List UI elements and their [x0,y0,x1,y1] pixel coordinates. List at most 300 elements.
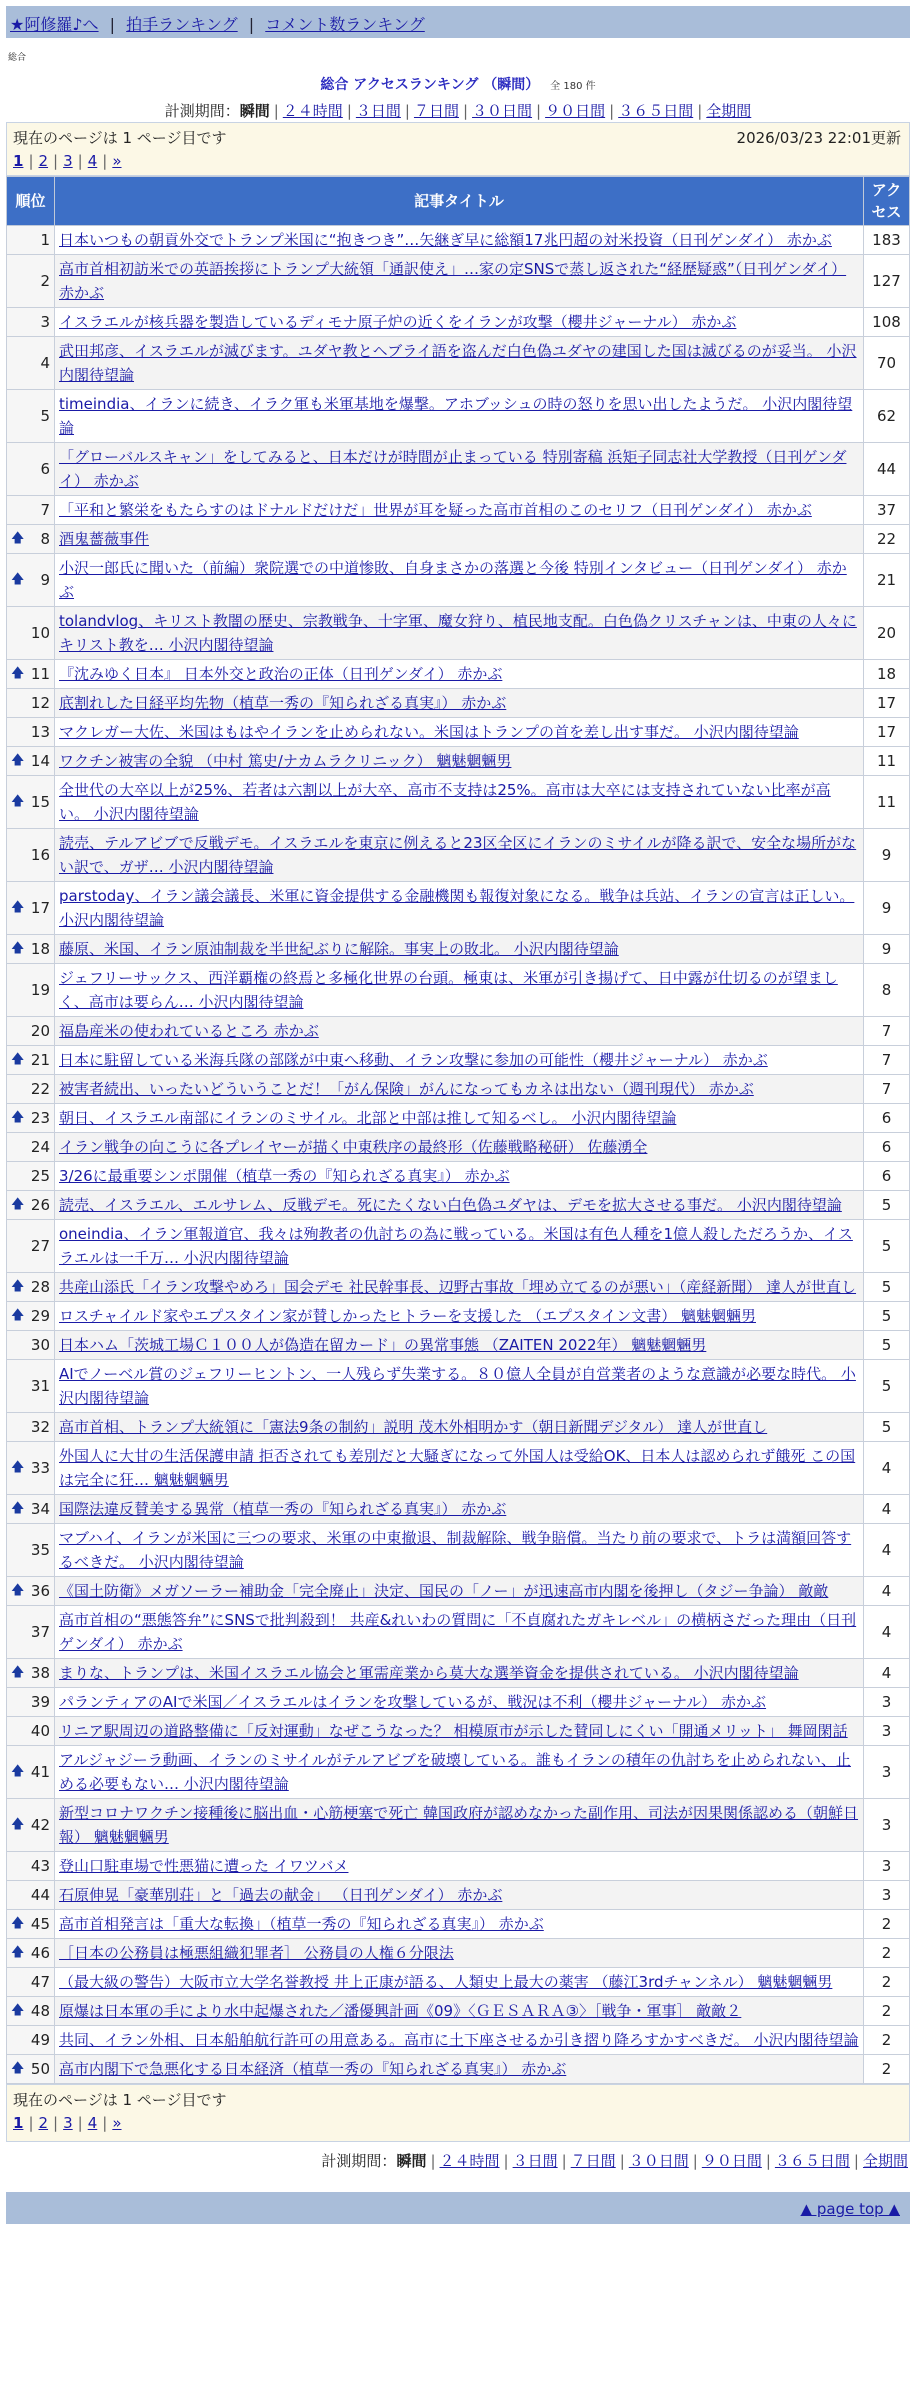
article-title-link[interactable]: 底割れした日経平均先物（植草一秀の『知られざる真実』） 赤かぶ [59,694,507,712]
period-separator: | [536,102,542,120]
article-title-link[interactable]: 読売、テルアビブで反戦デモ。イスラエルを東京に例えると23区全区にイランのミサイルが降る訳で、安全な場所がない訳で、ガザ… 小沢内閣待望論 [59,834,857,876]
article-title-link[interactable]: 福島産米の使われているところ 赤かぶ [59,1022,319,1040]
pager-separator: | [53,2114,59,2132]
nav-separator: | [109,15,116,34]
current-page-text: 現在のページは 1 ページ目です [13,2091,227,2109]
access-count: 9 [864,829,910,882]
top-period-link[interactable]: ７日間 [413,102,459,120]
category-label: 総合 [8,53,27,63]
rank-number: 4 [40,354,50,372]
access-count: 3 [864,1717,910,1746]
table-row [7,747,910,776]
top-period-link[interactable]: ３６５日間 [618,102,694,120]
title-cell [55,747,864,776]
period-separator: | [273,102,279,120]
top-page-link[interactable]: 2 [38,152,49,170]
title-cell [55,1939,864,1968]
top-nav-bar [6,6,910,38]
rank-number: 36 [30,1582,50,1600]
title-cell [55,1331,864,1360]
title-cell [55,1799,864,1852]
article-title-link[interactable]: 「グローバルスキャン」をしてみると、日本だけが時間が止まっている 特別寄稿 浜矩子同志社大学教授（日刊ゲンダイ） 赤かぶ [59,448,847,490]
title-cell [55,1273,864,1302]
bottom-page-link[interactable]: 4 [87,2114,98,2132]
article-title-link[interactable]: パランティアのAIで米国／イスラエルはイランを攻撃しているが、戦況は不利（櫻井ジャーナル） 赤かぶ [59,1693,767,1711]
rank-number: 41 [30,1763,50,1781]
rank-number: 17 [30,899,50,917]
title-cell [55,776,864,829]
table-row [7,443,910,496]
access-count: 4 [864,1442,910,1495]
title-cell [55,1606,864,1659]
access-count: 2 [864,2055,910,2084]
ranking-table [6,176,910,2084]
rank-number: 48 [30,2002,50,2020]
access-count: 5 [864,1191,910,1220]
rank-up-arrow-icon: 🡅 [11,1916,25,1931]
article-title-link[interactable]: 読売、イスラエル、エルサレム、反戦デモ。死にたくない白色偽ユダヤは、デモを拡大させる事だ。 小沢内閣待望論 [59,1196,842,1214]
article-title-link[interactable]: （最大級の警告）大阪市立大学名誉教授 井上正康が語る、人類史上最大の薬害 （藤江3rdチャンネル） 魑魅魍魎男 [59,1973,833,1991]
rank-cell [7,1939,55,1968]
top-page-link[interactable]: 3 [63,152,73,170]
period-separator: | [503,2152,509,2170]
access-count: 8 [864,964,910,1017]
rank-up-arrow-icon: 🡅 [11,2003,25,2018]
article-title-link[interactable]: ［日本の公務員は極悪組織犯罪者］ 公務員の人権６分限法 [59,1944,454,1962]
table-row [7,1191,910,1220]
rank-number: 8 [40,530,50,548]
article-title-link[interactable]: parstoday、イラン議会議長、米軍に資金提供する金融機関も報復対象になる。戦争は兵站、イランの宣言は正しい。 小沢内閣待望論 [59,887,855,929]
current-page-text: 現在のページは 1 ページ目です [13,129,227,147]
rank-number: 12 [30,694,50,712]
title-cell [55,1524,864,1577]
access-count: 3 [864,1746,910,1799]
bottom-page-link-current[interactable]: 1 [13,2114,24,2132]
pager-separator: | [77,152,83,170]
period-separator: | [692,2152,698,2170]
title-cell [55,1046,864,1075]
title-cell [55,1659,864,1688]
rank-number: 43 [30,1857,50,1875]
access-count: 5 [864,1360,910,1413]
page-top-link[interactable]: ▲ page top ▲ [800,2200,900,2218]
top-period-link[interactable]: 全期間 [706,102,752,120]
article-title-link[interactable]: イラン戦争の向こうに各プレイヤーが描く中東秩序の最終形（佐藤戦略秘研） 佐藤湧全 [59,1138,648,1156]
rank-up-arrow-icon: 🡅 [11,900,25,915]
access-count: 3 [864,1688,910,1717]
title-cell [55,718,864,747]
article-title-link[interactable]: 武田邦彦、イスラエルが滅びます。ユダヤ教とヘブライ語を盗んだ白色偽ユダヤの建国した国は滅びるのが妥当。 小沢内閣待望論 [59,342,857,384]
access-count: 17 [864,689,910,718]
rank-cell [7,1688,55,1717]
rank-up-arrow-icon: 🡅 [11,1764,25,1779]
rank-cell [7,718,55,747]
article-title-link[interactable]: 高市内閣下で急悪化する日本経済（植草一秀の『知られざる真実』） 赤かぶ [59,2060,567,2078]
rank-number: 46 [30,1944,50,1962]
article-title-link[interactable]: 国際法違反賛美する異常（植草一秀の『知られざる真実』） 赤かぶ [59,1500,507,1518]
period-separator: | [609,102,615,120]
article-title-link[interactable]: 被害者続出、いったいどういうことだ！「がん保険」がんになってもカネは出ない（週刊現代） 赤かぶ [59,1080,754,1098]
table-row [7,1939,910,1968]
access-count: 5 [864,1220,910,1273]
access-count: 4 [864,1659,910,1688]
title-cell [55,1495,864,1524]
table-row [7,1495,910,1524]
article-title-link[interactable]: 『沈みゆく日本』 日本外交と政治の正体（日刊ゲンダイ） 赤かぶ [59,665,503,683]
article-title-link[interactable]: 朝日、イスラエル南部にイランのミサイル。北部と中部は推して知るべし。 小沢内閣待望論 [59,1109,677,1127]
access-count: 21 [864,554,910,607]
period-separator: | [853,2152,859,2170]
article-title-link[interactable]: 小沢一郎氏に聞いた（前編）衆院選での中道惨敗、自身まさかの落選と今後 特別インタビュー（日刊ゲンダイ） 赤かぶ [59,559,847,601]
rank-number: 16 [30,846,50,864]
title-cell [55,1746,864,1799]
article-title-link[interactable]: 日本いつもの朝貢外交でトランプ米国に“抱きつき”…矢継ぎ早に総額17兆円超の対米投資（日刊ゲンダイ） 赤かぶ [59,231,832,249]
rank-number: 49 [30,2031,50,2049]
table-row [7,1273,910,1302]
rank-up-arrow-icon: 🡅 [11,572,25,587]
article-title-link[interactable]: 外国人に大甘の生活保護申請 拒否されても差別だと大騒ぎになって外国人は受給OK、日本人は認められず餓死 この国は完全に狂… 魑魅魍魎男 [59,1447,856,1489]
title-cell [55,882,864,935]
rank-number: 14 [30,752,50,770]
access-count: 70 [864,337,910,390]
access-count: 9 [864,882,910,935]
title-header: 記事タイトル [55,177,864,226]
rank-number: 25 [30,1167,50,1185]
rank-number: 22 [30,1080,50,1098]
rank-cell [7,1273,55,1302]
access-count: 2 [864,1910,910,1939]
access-count: 6 [864,1162,910,1191]
article-title-link[interactable]: ロスチャイルド家やエプスタイン家が賛しかったヒトラーを支援した （エプスタイン文書） 魑魅魍魎男 [59,1307,756,1325]
rank-up-arrow-icon: 🡅 [11,1460,25,1475]
updated-timestamp: 2026/03/23 22:01更新 [736,129,901,147]
table-row [7,390,910,443]
top-period-link[interactable]: ２４時間 [282,102,343,120]
title-cell [55,308,864,337]
title-cell [55,554,864,607]
rank-cell [7,308,55,337]
rank-cell [7,1577,55,1606]
title-cell [55,496,864,525]
rank-cell [7,1799,55,1852]
title-cell [55,1133,864,1162]
pager-separator: | [53,152,59,170]
pager-separator: | [102,2114,108,2132]
rank-up-arrow-icon: 🡅 [11,1110,25,1125]
title-cell [55,337,864,390]
title-cell [55,1360,864,1413]
home-link[interactable]: ★阿修羅♪へ [10,15,99,34]
bottom-period-current: 瞬間 [396,2152,427,2170]
rank-number: 35 [30,1541,50,1559]
period-selector-bottom [0,2150,908,2172]
access-count: 18 [864,660,910,689]
access-count: 183 [864,226,910,255]
rank-up-arrow-icon: 🡅 [11,1308,25,1323]
table-row [7,964,910,1017]
rank-number: 21 [30,1051,50,1069]
rank-up-arrow-icon: 🡅 [11,753,25,768]
rank-cell [7,776,55,829]
access-count: 3 [864,1852,910,1881]
rank-cell [7,1133,55,1162]
rank-cell [7,964,55,1017]
access-count: 17 [864,718,910,747]
top-page-link[interactable]: 4 [87,152,98,170]
rank-cell [7,1968,55,1997]
table-row [7,1360,910,1413]
table-row [7,1331,910,1360]
bottom-period-link[interactable]: ２４時間 [439,2152,500,2170]
period-separator: | [561,2152,567,2170]
table-row [7,1524,910,1577]
bottom-page-link[interactable]: » [112,2114,122,2132]
rank-up-arrow-icon: 🡅 [11,1052,25,1067]
title-cell [55,1577,864,1606]
rank-number: 30 [30,1336,50,1354]
article-title-link[interactable]: ワクチン被害の全貌 （中村 篤史/ナカムラクリニック） 魑魅魍魎男 [59,752,512,770]
rank-number: 6 [40,460,50,478]
clap-ranking-link[interactable]: 拍手ランキング [126,15,238,34]
table-header-row [7,177,910,226]
title-cell [55,1997,864,2026]
rank-cell [7,1852,55,1881]
access-count: 3 [864,1799,910,1852]
rank-up-arrow-icon: 🡅 [11,1197,25,1212]
article-title-link[interactable]: 共産山添氏「イラン攻撃やめろ」国会デモ 社民幹事長、辺野古事故「埋め立てるのが悪い」（産経新聞） 達人が世直し [59,1278,857,1296]
rank-cell [7,1191,55,1220]
article-title-link[interactable]: timeindia、イランに続き、イラク軍も米軍基地を爆撃。アホブッシュの時の怒りを思い出したようだ。 小沢内閣待望論 [59,395,853,437]
rank-number: 31 [30,1377,50,1395]
article-title-link[interactable]: まりな、トランプは、米国イスラエル協会と軍需産業から莫大な選挙資金を提供されている。 小沢内閣待望論 [59,1664,799,1682]
title-cell [55,1220,864,1273]
period-separator: | [619,2152,625,2170]
table-row [7,1659,910,1688]
rank-number: 45 [30,1915,50,1933]
table-row [7,1162,910,1191]
table-row [7,1017,910,1046]
rank-cell [7,1746,55,1799]
access-count: 7 [864,1017,910,1046]
table-row [7,1910,910,1939]
rank-cell [7,1717,55,1746]
title-cell [55,1104,864,1133]
table-row [7,525,910,554]
comment-ranking-link[interactable]: コメント数ランキング [265,15,425,34]
title-cell [55,607,864,660]
article-title-link[interactable]: 全世代の大卒以上が25%、若者は六割以上が大卒、高市不支持は25%。高市は大卒には支持されていない比率が高い。 小沢内閣待望論 [59,781,831,823]
access-header: アクセス [864,177,910,226]
article-title-link[interactable]: マクレガー大佐、米国はもはやイランを止められない。米国はトランプの首を差し出す事だ。 小沢内閣待望論 [59,723,799,741]
article-title-link[interactable]: 高市首相発言は「重大な転換」（植草一秀の『知られざる真実』） 赤かぶ [59,1915,544,1933]
article-title-link[interactable]: アルジャジーラ動画、イランのミサイルがテルアビブを破壊している。誰もイランの積年の仇討ちを止められない、止める必要もない… 小沢内閣待望論 [59,1751,851,1793]
article-title-link[interactable]: oneindia、イラン軍報道官、我々は殉教者の仇討ちの為に戦っている。米国は有色人種を1億人殺しただろうか、イスラエルは一千万… 小沢内閣待望論 [59,1225,853,1267]
rank-header: 順位 [7,177,55,226]
info-box-top [6,122,910,176]
rank-cell [7,1606,55,1659]
bottom-page-link[interactable]: 2 [38,2114,49,2132]
article-title-link[interactable]: 新型コロナワクチン接種後に脳出血・心筋梗塞で死亡 韓国政府が認めなかった副作用、司法が因果関係認める（朝鮮日報） 魑魅魍魎男 [59,1804,859,1846]
article-title-link[interactable]: 酒鬼薔薇事件 [59,530,150,548]
rank-cell [7,443,55,496]
rank-cell [7,496,55,525]
access-count: 3 [864,1881,910,1910]
rank-up-arrow-icon: 🡅 [11,1665,25,1680]
table-row [7,1133,910,1162]
bottom-period-link[interactable]: 全期間 [862,2152,908,2170]
article-title-link[interactable]: 3/26に最重要シンポ開催（植草一秀の『知られざる真実』） 赤かぶ [59,1167,510,1185]
table-row [7,1717,910,1746]
table-row [7,1852,910,1881]
access-count: 7 [864,1075,910,1104]
article-title-link[interactable]: 原爆は日本軍の手により水中起爆された／潘優興計画《09》〈ＧＥＳＡＲＡ③〉［戦争・軍事］ 敵敵２ [59,2002,742,2020]
rank-number: 50 [30,2060,50,2078]
article-title-link[interactable]: 「平和と繁栄をもたらすのはドナルドだけだ」世界が耳を疑った高市首相のこのセリフ（日刊ゲンダイ） 赤かぶ [59,501,812,519]
access-count: 22 [864,525,910,554]
title-cell [55,443,864,496]
rank-cell [7,660,55,689]
rank-number: 29 [30,1307,50,1325]
table-row [7,496,910,525]
rank-cell [7,390,55,443]
rank-number: 47 [30,1973,50,1991]
table-row [7,2026,910,2055]
bottom-page-link[interactable]: 3 [63,2114,73,2132]
article-title-link[interactable]: イスラエルが核兵器を製造しているディモナ原子炉の近くをイランが攻撃（櫻井ジャーナル） 赤かぶ [59,313,737,331]
rank-number: 37 [30,1623,50,1641]
top-period-link[interactable]: ３日間 [355,102,401,120]
article-title-link[interactable]: ジェフリーサックス、西洋覇権の終焉と多極化世界の台頭。極東は、米軍が引き揚げて、日中露が仕切るのが望ましく、高市は要らん… 小沢内閣待望論 [59,969,838,1011]
rank-cell [7,525,55,554]
table-row [7,255,910,308]
rank-cell [7,935,55,964]
access-count: 5 [864,1331,910,1360]
access-count: 44 [864,443,910,496]
title-cell [55,829,864,882]
table-row [7,1688,910,1717]
title-cell [55,1191,864,1220]
rank-cell [7,829,55,882]
table-row [7,1577,910,1606]
rank-up-arrow-icon: 🡅 [11,794,25,809]
title-cell [55,2055,864,2084]
rank-cell [7,1302,55,1331]
bottom-period-link[interactable]: ３６５日間 [774,2152,850,2170]
bottom-period-link[interactable]: ３０日間 [628,2152,689,2170]
rank-number: 13 [30,723,50,741]
article-title-link[interactable]: マブハイ、イランが米国に三つの要求、米軍の中東撤退、制裁解除、戦争賠償。当たり前の要求で、トラは満額回答するべきだ。 小沢内閣待望論 [59,1529,852,1571]
article-title-link[interactable]: 高市首相初訪米での英語挨拶にトランプ大統領「通訳使え」…家の定SNSで蒸し返された“経歴疑惑”（日刊ゲンダイ） 赤かぶ [59,260,847,302]
pager-bottom [13,2114,903,2132]
article-title-link[interactable]: 日本ハム「茨城工場Ｃ１００人が偽造在留カード」の異常事態 （ZAITEN 2022年） 魑魅魍魎男 [59,1336,707,1354]
pager-separator: | [102,152,108,170]
rank-number: 1 [40,231,50,249]
table-row [7,1104,910,1133]
total-count: 全 180 件 [550,81,596,92]
bottom-period-link[interactable]: ３日間 [512,2152,558,2170]
title-cell [55,1162,864,1191]
title-cell [55,660,864,689]
rank-number: 33 [30,1459,50,1477]
access-count: 4 [864,1495,910,1524]
period-separator: | [765,2152,771,2170]
article-title-link[interactable]: 高市首相の“悪態答弁”にSNSで批判殺到！ 共産&れいわの質問に「不貞腐れたガキレベル」の横柄さだった理由（日刊ゲンダイ） 赤かぶ [59,1611,857,1653]
rank-up-arrow-icon: 🡅 [11,1817,25,1832]
rank-cell [7,1075,55,1104]
rank-number: 23 [30,1109,50,1127]
rank-cell [7,255,55,308]
table-row [7,1606,910,1659]
article-title-link[interactable]: 日本に駐留している米海兵隊の部隊が中東へ移動、イラン攻撃に参加の可能性（櫻井ジャーナル） 赤かぶ [59,1051,768,1069]
article-title-link[interactable]: 石原伸晃「豪華別荘」と「過去の献金」 （日刊ゲンダイ） 赤かぶ [59,1886,503,1904]
top-period-link[interactable]: ３０日間 [472,102,533,120]
period-separator: | [346,102,352,120]
rank-number: 40 [30,1722,50,1740]
article-title-link[interactable]: 共同、イラン外相、日本船舶航行許可の用意ある。高市に土下座させるか引き摺り降ろすかすべきだ。 小沢内閣待望論 [59,2031,859,2049]
table-row [7,660,910,689]
top-page-link[interactable]: » [112,152,122,170]
article-title-link[interactable]: 《国土防衛》メガソーラー補助金「完全廃止」決定、国民の「ノー」が迅速高市内閣を後押し（タジー争論） 敵敵 [59,1582,829,1600]
table-row [7,1075,910,1104]
article-title-link[interactable]: リニア駅周辺の道路整備に「反対運動」なぜこうなった？ 相模原市が示した賛同しにくい「開通メリット」 舞岡閑話 [59,1722,848,1740]
table-row [7,1442,910,1495]
access-count: 2 [864,2026,910,2055]
rank-cell [7,1017,55,1046]
table-row [7,1046,910,1075]
table-row [7,1220,910,1273]
title-cell [55,1717,864,1746]
access-count: 11 [864,776,910,829]
table-row [7,308,910,337]
rank-up-arrow-icon: 🡅 [11,1583,25,1598]
access-count: 2 [864,1968,910,1997]
rank-cell [7,1104,55,1133]
rank-number: 9 [40,571,50,589]
footer-bar [6,2192,910,2224]
rank-number: 38 [30,1664,50,1682]
access-count: 37 [864,496,910,525]
access-count: 6 [864,1104,910,1133]
bottom-period-link[interactable]: ７日間 [570,2152,616,2170]
table-row [7,1968,910,1997]
rank-up-arrow-icon: 🡅 [11,1279,25,1294]
bottom-period-link[interactable]: ９０日間 [701,2152,762,2170]
rank-cell [7,1442,55,1495]
article-title-link[interactable]: tolandvlog、キリスト教闇の歴史、宗教戦争、十字軍、魔女狩り、植民地支配。白色偽クリスチャンは、中東の人々にキリスト教を… 小沢内閣待望論 [59,612,857,654]
article-title-link[interactable]: 登山口駐車場で性悪猫に遭った イワツバメ [59,1857,349,1875]
article-title-link[interactable]: 高市首相、トランプ大統領に「憲法9条の制約」説明 茂木外相明かす（朝日新聞デジタル） 達人が世直し [59,1418,768,1436]
title-cell [55,1442,864,1495]
article-title-link[interactable]: 藤原、米国、イラン原油制裁を半世紀ぶりに解除。事実上の敗北。 小沢内閣待望論 [59,940,619,958]
title-cell [55,1302,864,1331]
top-period-link[interactable]: ９０日間 [545,102,606,120]
rank-number: 32 [30,1418,50,1436]
rank-number: 39 [30,1693,50,1711]
title-cell [55,390,864,443]
rank-up-arrow-icon: 🡅 [11,531,25,546]
access-count: 11 [864,747,910,776]
top-period-current: 瞬間 [239,102,270,120]
rank-number: 44 [30,1886,50,1904]
top-page-link-current[interactable]: 1 [13,152,24,170]
rank-number: 15 [30,793,50,811]
rank-cell [7,1413,55,1442]
article-title-link[interactable]: AIでノーベル賞のジェフリーヒントン、一人残らず失業する。８０億人全員が自営業者のような意識が必要な時代。 小沢内閣待望論 [59,1365,856,1407]
rank-cell [7,1162,55,1191]
table-row [7,718,910,747]
access-count: 4 [864,1606,910,1659]
rank-up-arrow-icon: 🡅 [11,1501,25,1516]
